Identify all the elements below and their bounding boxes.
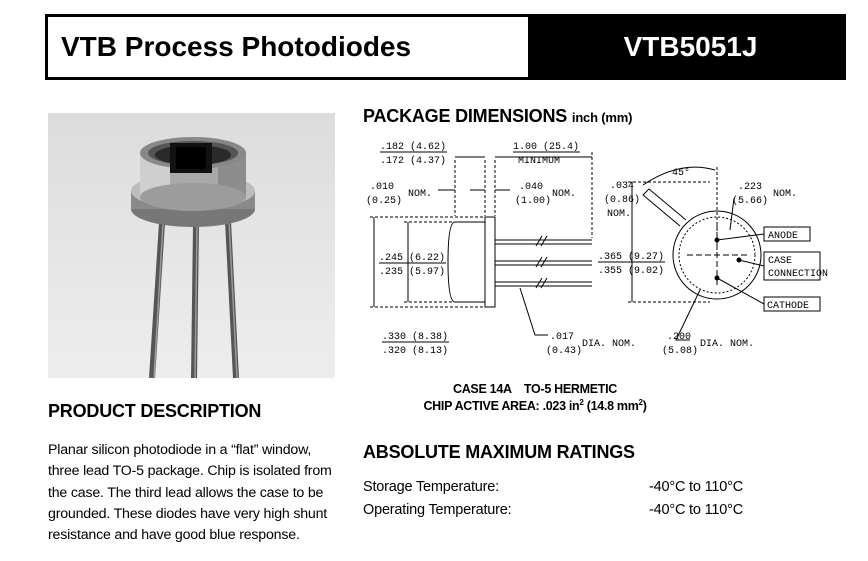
dim-235: .235 (5.97) xyxy=(379,267,446,278)
dim-017: .017 xyxy=(550,332,575,343)
rating-label: Operating Temperature: xyxy=(363,502,512,518)
sup-in: 2 xyxy=(579,398,584,407)
description-line: three lead TO-5 package. Chip is isolated from xyxy=(48,463,332,480)
rating-value: -40°C to 110°C xyxy=(649,479,743,495)
sup-mm: 2 xyxy=(638,398,643,407)
connection-label: CONNECTION xyxy=(768,269,829,280)
rating-row xyxy=(363,479,803,495)
photodiode-image xyxy=(48,113,335,378)
dim-355: .355 (9.02) xyxy=(598,266,665,277)
chip-area-suffix: ) xyxy=(642,399,647,414)
dim-100: 1.00 (25.4) xyxy=(513,142,580,153)
dim-223-nom: NOM. xyxy=(773,189,798,200)
dim-034-nom: NOM. xyxy=(607,209,632,220)
dim-200-dia: DIA. NOM. xyxy=(700,339,755,350)
dim-320: .320 (8.13) xyxy=(382,346,449,357)
description-line: grounded. These diodes have very high shunt xyxy=(48,505,328,522)
header-banner xyxy=(45,14,846,80)
dim-040: .040 xyxy=(519,182,544,193)
dim-330: .330 (8.38) xyxy=(382,332,449,343)
series-title: VTB Process Photodiodes xyxy=(48,17,528,77)
description-line: resistance and have good blue response. xyxy=(48,527,300,544)
dim-010-nom: NOM. xyxy=(408,189,433,200)
chip-area-mid: (14.8 mm xyxy=(583,399,639,414)
product-description-heading: PRODUCT DESCRIPTION xyxy=(48,401,262,421)
ratings-heading: ABSOLUTE MAXIMUM RATINGS xyxy=(363,442,635,462)
cathode-label: CATHODE xyxy=(767,301,810,312)
dim-200: .200 xyxy=(667,332,692,343)
rating-value: -40°C to 110°C xyxy=(649,502,743,518)
dim-034: .034 xyxy=(610,181,635,192)
part-number: VTB5051J xyxy=(528,17,843,77)
dim-365: .365 (9.27) xyxy=(598,252,665,263)
rating-label: Storage Temperature: xyxy=(363,479,499,495)
anode-label: ANODE xyxy=(768,231,799,242)
dim-025: (0.25) xyxy=(366,196,403,207)
chip-active-area xyxy=(360,398,710,413)
dim-010: .010 xyxy=(370,182,395,193)
dim-040-nom: NOM. xyxy=(552,189,577,200)
dim-223: .223 xyxy=(738,182,763,193)
dim-245: .245 (6.22) xyxy=(379,253,446,264)
dim-566: (5.66) xyxy=(732,196,769,207)
dim-172: .172 (4.37) xyxy=(380,156,447,167)
product-description-text xyxy=(48,440,338,546)
package-heading-text: PACKAGE DIMENSIONS xyxy=(363,106,568,126)
dim-100mm: (1.00) xyxy=(515,196,552,207)
product-photo xyxy=(48,113,335,378)
description-line: Planar silicon photodiode in a “flat” window, xyxy=(48,442,312,458)
case-type: CASE 14A TO-5 HERMETIC xyxy=(452,382,618,396)
dim-043: (0.43) xyxy=(546,346,583,357)
dim-minimum: MINIMUM xyxy=(518,156,561,167)
dim-508: (5.08) xyxy=(662,346,699,357)
dim-017-dia: DIA. NOM. xyxy=(582,339,637,350)
case-label: CASE xyxy=(768,256,793,267)
rating-row xyxy=(363,502,803,518)
chip-area-prefix: CHIP ACTIVE AREA: .023 in xyxy=(423,399,580,414)
package-dimensions-drawing xyxy=(360,130,829,370)
dim-086: (0.86) xyxy=(604,195,641,206)
description-line: the case. The third lead allows the case to be xyxy=(48,484,324,501)
dim-182: .182 (4.62) xyxy=(380,142,447,153)
package-dimensions-heading xyxy=(363,106,632,127)
dim-angle: 45° xyxy=(672,168,691,179)
package-heading-unit: inch (mm) xyxy=(571,110,633,125)
